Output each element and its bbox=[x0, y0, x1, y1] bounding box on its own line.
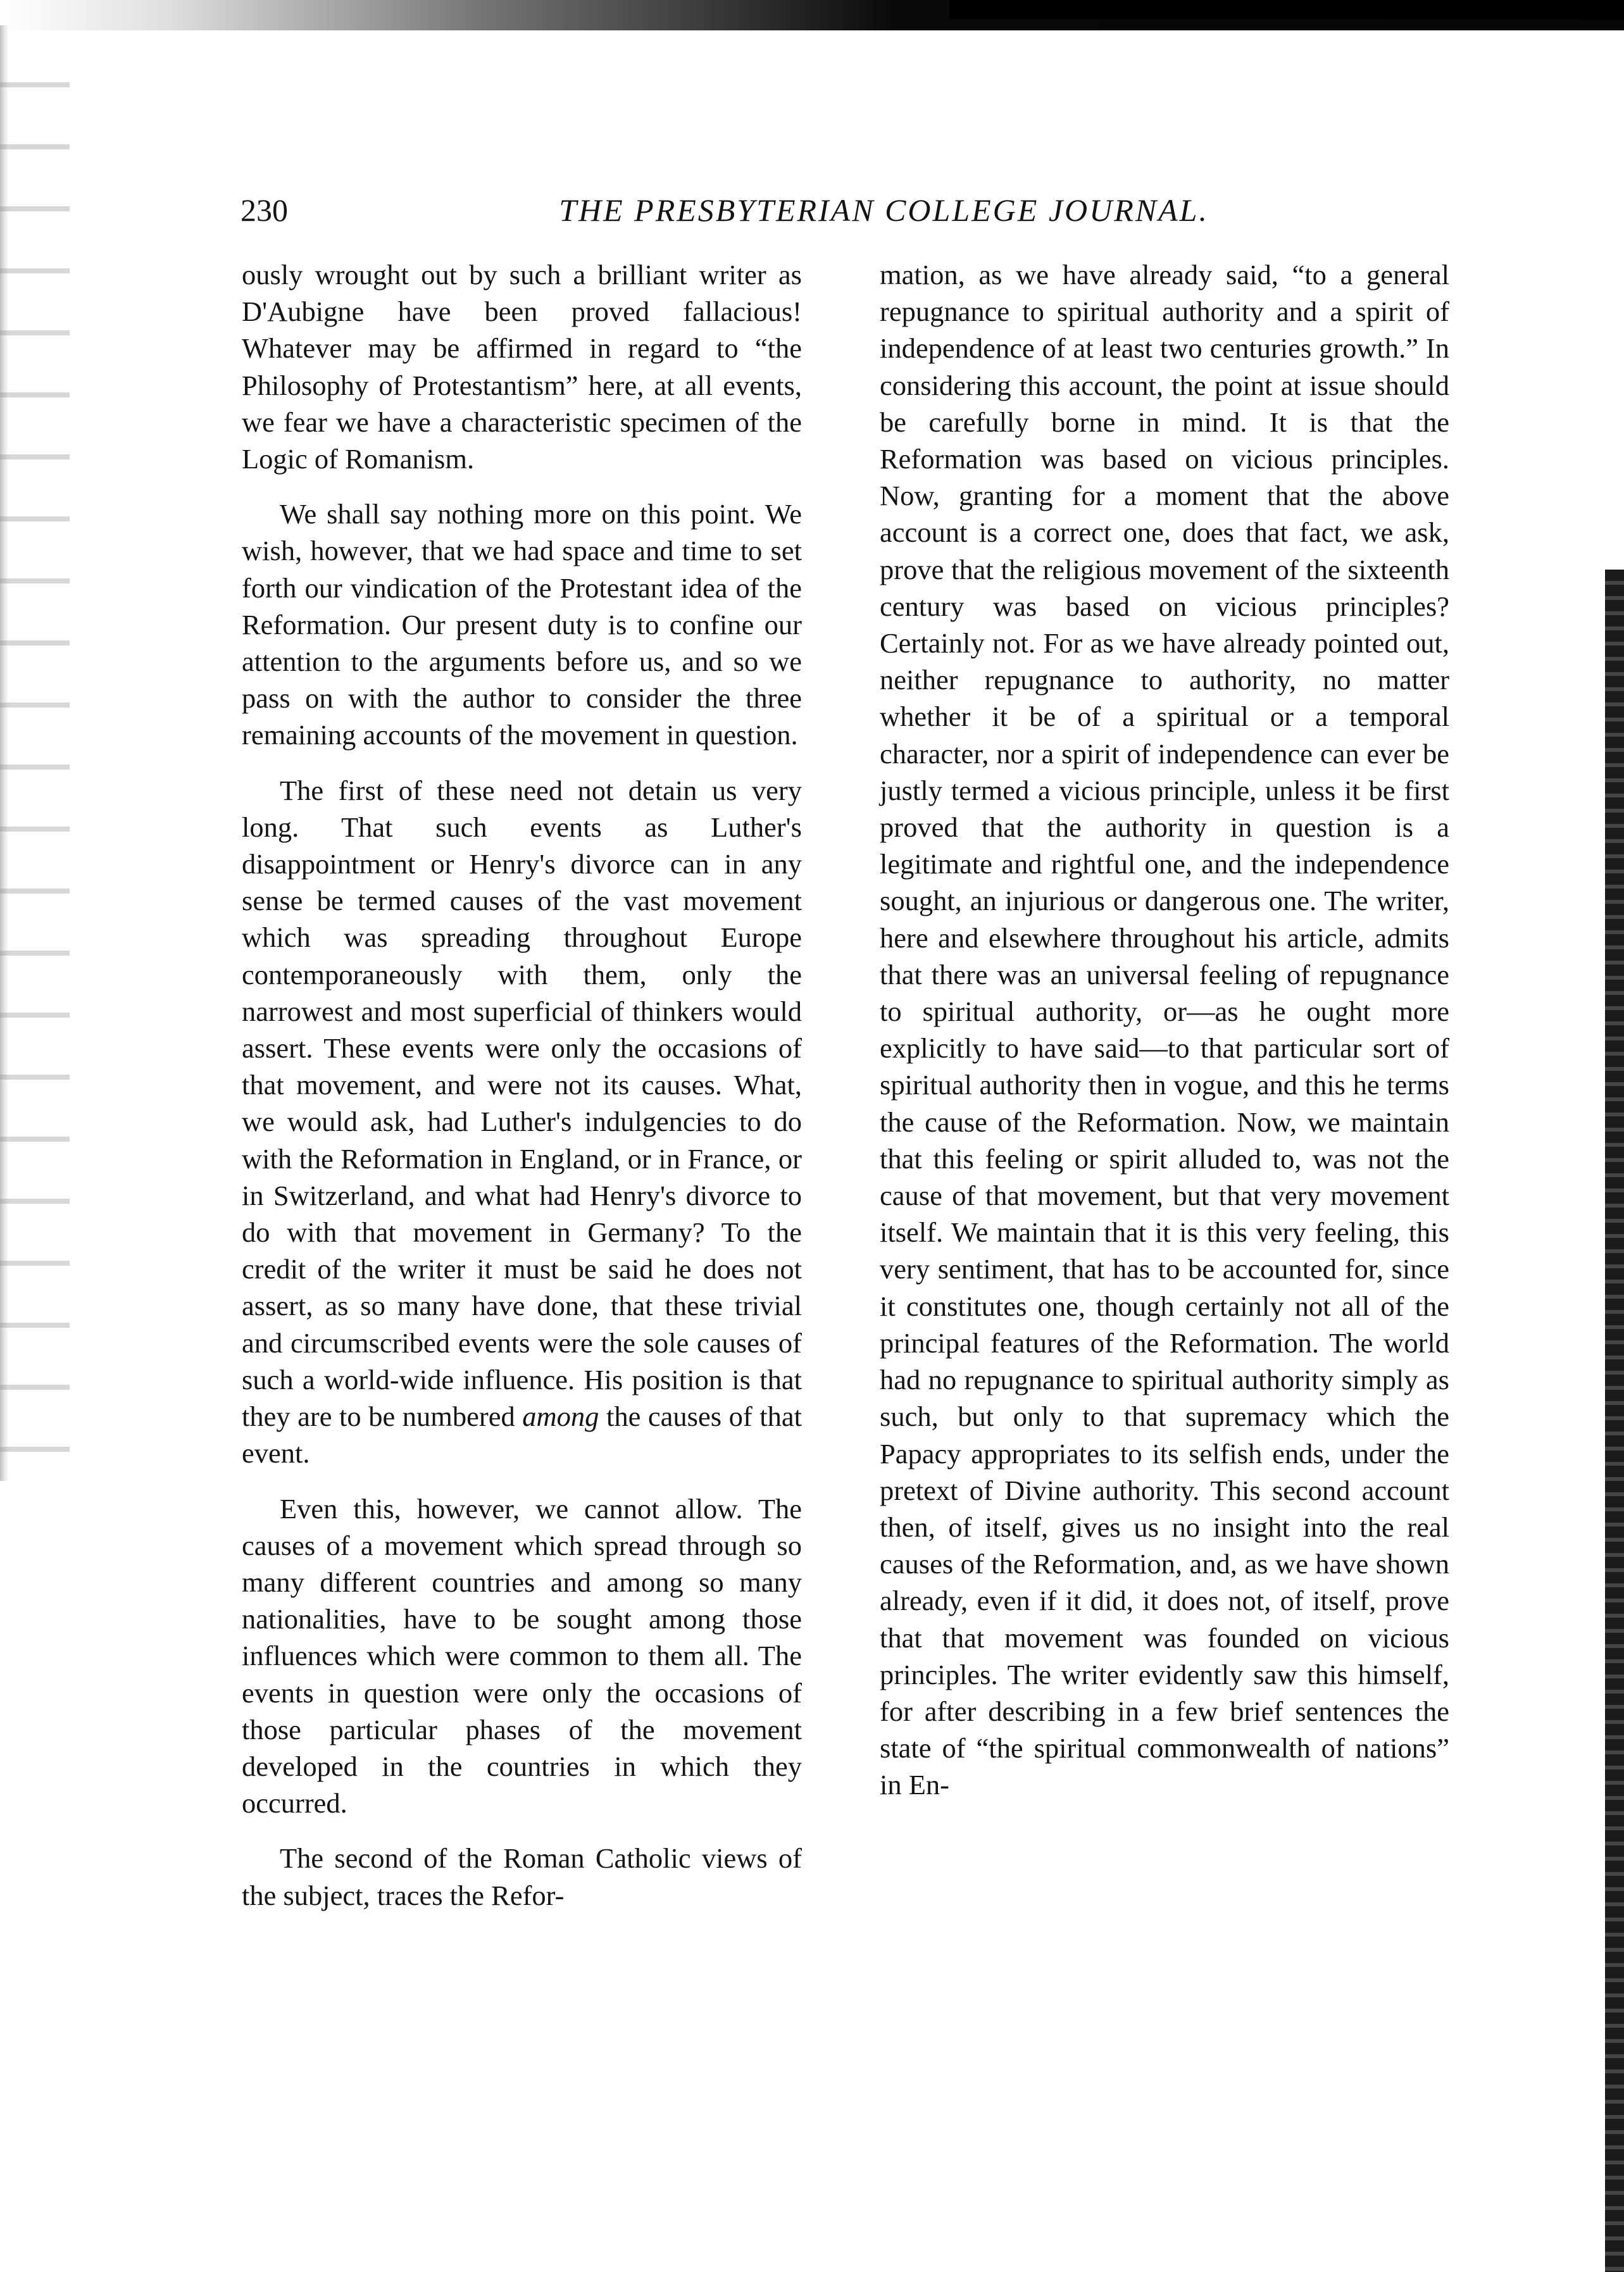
running-title: THE PRESBYTERIAN COLLEGE JOURNAL. bbox=[559, 192, 1209, 228]
left-column bbox=[242, 256, 802, 1932]
scan-edge-top bbox=[0, 0, 1624, 30]
page-number: 230 bbox=[240, 192, 288, 228]
paragraph: mation, as we have already said, “to a general repugnance to spiritual authority and a spirit of independence of at least two centuries growth.” In considering this account, the point at issue should be carefully borne in mind. It is that the Reformation was based on vicious principles. Now, granting for a moment that the above account is a correct one, does that fact, we ask, prove that the religious movement of the sixteenth century was based on vicious principles? Certainly not. For as we have already pointed out, neither repugnance to authority, no matter whether it be of a spiritual or a temporal character, nor a spirit of independence can ever be justly termed a vicious principle, unless it be first proved that the authority in question is a legitimate and rightful one, and the independence sought, an injurious or dangerous one. The writer, here and elsewhere throughout his article, admits that there was an universal feeling of repugnance to spiritual authority, or—as he ought more explicitly to have said—to that particular sort of spiritual authority then in vogue, and this he terms the cause of the Reformation. Now, we maintain that this feeling or spirit alluded to, was not the cause of that movement, but that very movement itself. We maintain that it is this very feeling, this very sentiment, that has to be accounted for, since it constitutes one, though certainly not all of the principal features of the Reformation. The world had no repugnance to spiritual authority simply as such, but only to that supremacy which the Papacy appropriates to its selfish ends, under the pretext of Divine authority. This second account then, of itself, gives us no insight into the real causes of the Reformation, and, as we have shown already, even if it did, it does not, of itself, prove that that movement was founded on vicious principles. The writer evidently saw this himself, for after describing in a few brief sentences the state of “the spiritual commonwealth of nations” in En- bbox=[880, 259, 1449, 1801]
scan-edge-left bbox=[0, 25, 70, 1481]
paragraph: We shall say nothing more on this point. We wish, however, that we had space and time to set forth our vindication of the Protestant idea of the Reformation. Our present duty is to confine our attention to the arguments before us, and so we pass on with the author to consider the three remaining accounts of the movement in question. bbox=[242, 498, 802, 751]
paragraph bbox=[242, 772, 802, 1472]
page-header bbox=[240, 185, 1209, 235]
paragraph: The second of the Roman Catholic views of the subject, traces the Refor- bbox=[242, 1842, 802, 1911]
paragraph: Even this, however, we cannot allow. The causes of a movement which spread through so many different countries and among so many nationalities, have to be sought among those influences which were common to them all. The events in question were only the occasions of those particular phases of the movement developed in the countries in which they occurred. bbox=[242, 1492, 802, 1819]
paragraph-tail: the causes of that event. bbox=[242, 1401, 802, 1470]
right-column bbox=[880, 256, 1449, 1822]
italic-word: among bbox=[522, 1401, 599, 1433]
scan-edge-right bbox=[1605, 570, 1624, 2272]
paragraph-text: The first of these need not detain us very long. That such events as Luther's disappointment or Henry's divorce can in any sense be termed causes of the vast movement which was spreading throughout Europe contemporaneously with them, only the narrowest and most superficial of thinkers would assert. These events were only the occasions of that movement, and were not its causes. What, we would ask, had Luther's indulgencies to do with the Reformation in England, or in France, or in Switzerland, and what had Henry's divorce to do with that movement in Germany? To the credit of the writer it must be said he does not assert, as so many have done, that these trivial and circumscribed events were the sole causes of such a world-wide influence. His position is that they are to be numbered bbox=[242, 774, 802, 1433]
paragraph: ously wrought out by such a brilliant writer as D'Aubigne have been proved fallacious! Whatever may be affirmed in regard to “the Philosophy of Protestantism” here, at all events, we fear we have a characteristic specimen of the Logic of Romanism. bbox=[242, 259, 802, 475]
